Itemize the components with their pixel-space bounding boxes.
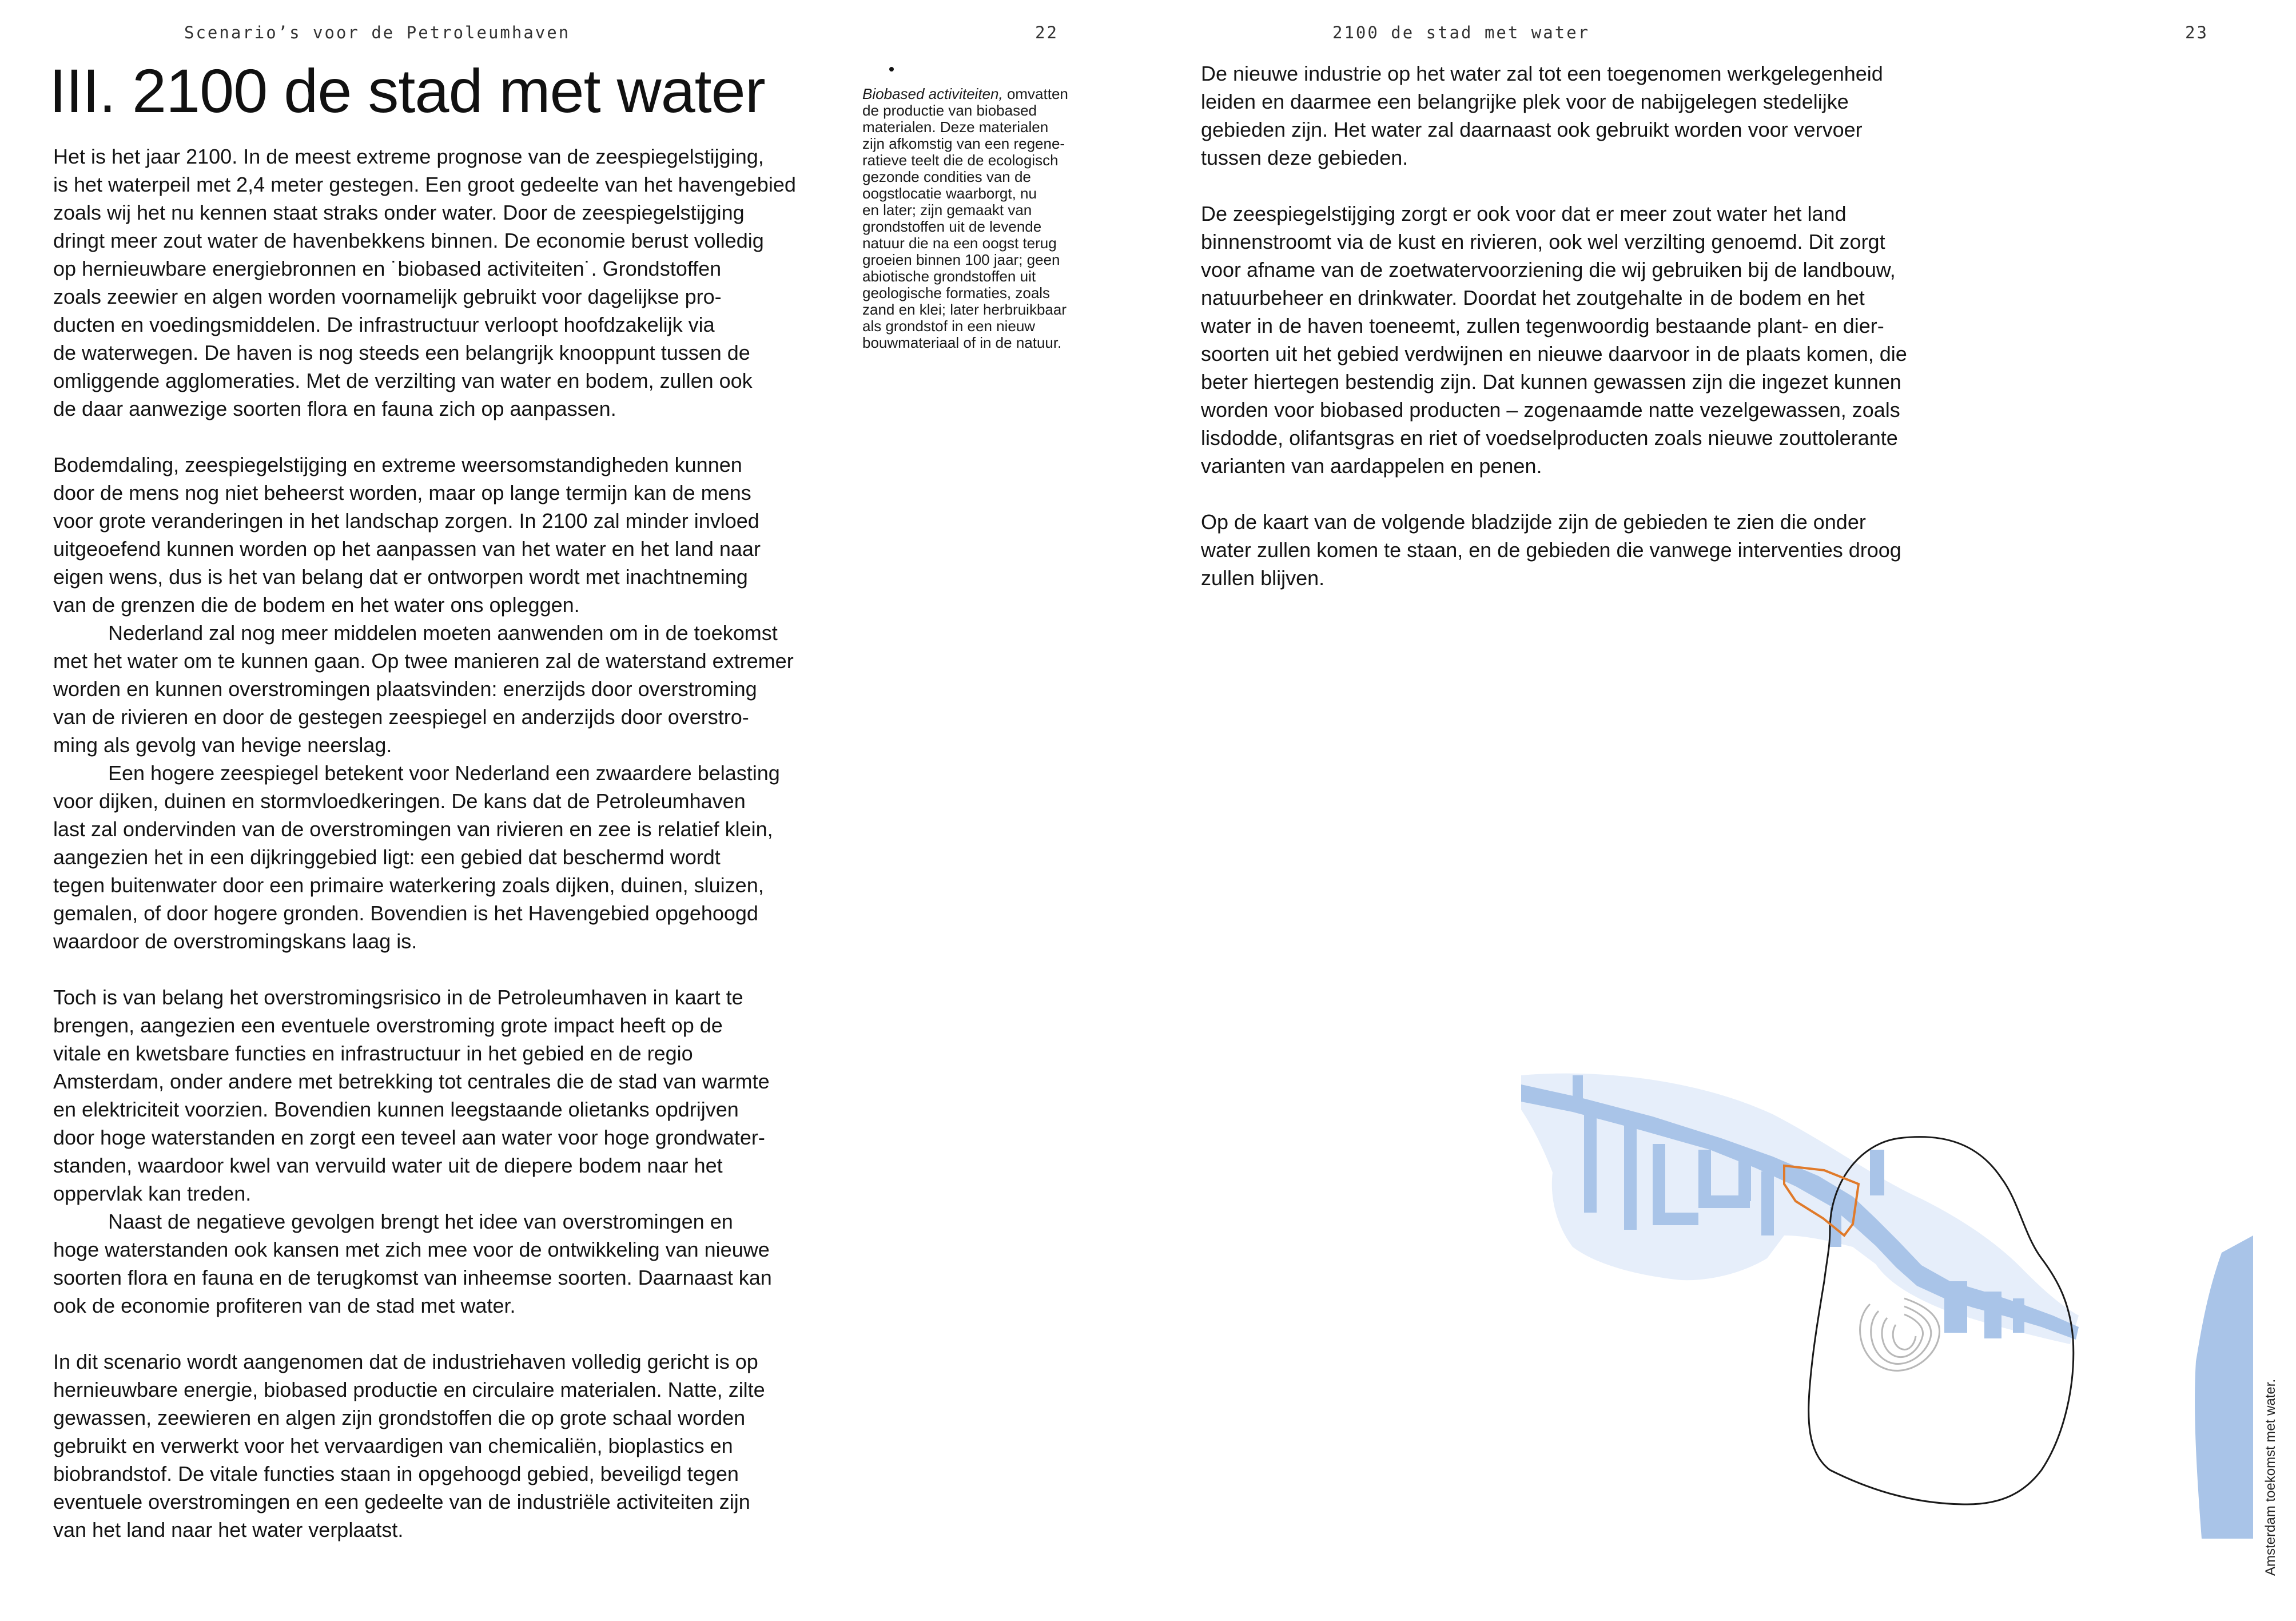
footnote-line: omvatten (1002, 85, 1068, 102)
text-line: De zeespiegelstijging zorgt er ook voor dat er meer zout water het land (1201, 202, 1847, 225)
text-line: binnenstroomt via de kust en rivieren, ook wel verzilting genoemd. Dit zorgt (1201, 230, 1885, 253)
page-number-right: 23 (2185, 23, 2209, 42)
map-graphic (1510, 1064, 2253, 1539)
text-line: gebruikt en verwerkt voor het vervaardigen van chemicaliën, bioplastics en (53, 1434, 733, 1457)
footnote-line: zand en klei; later herbruikbaar (862, 301, 1067, 318)
text-line: voor grote veranderingen in het landschap zorgen. In 2100 zal minder invloed (53, 509, 759, 533)
text-line: de daar aanwezige soorten flora en fauna zich op aanpassen. (53, 397, 616, 420)
paragraph (53, 759, 854, 955)
footnote-line: gezonde condities van de (862, 168, 1031, 185)
text-line: lisdodde, olifantsgras en riet of voedselproducten zoals nieuwe zouttolerante (1201, 426, 1898, 450)
city-center-canals (1860, 1298, 1940, 1370)
text-line: voor dijken, duinen en stormvloedkeringen. De kans dat de Petroleumhaven (53, 789, 746, 813)
right-body-text (1201, 59, 2001, 592)
text-line: uitgeoefend kunnen worden op het aanpassen van het water en het land naar (53, 537, 761, 561)
text-line: eventuele overstromingen en een gedeelte van de industriële activiteiten zijn (53, 1490, 750, 1513)
text-line: ming als gevolg van hevige neerslag. (53, 733, 392, 757)
water-basin (2013, 1298, 2024, 1333)
water-basin (1738, 1161, 1751, 1201)
map-caption: Amsterdam toekomst met water. (2263, 1378, 2278, 1576)
text-line: met het water om te kunnen gaan. Op twee manieren zal de waterstand extremer (53, 649, 794, 673)
text-line: soorten uit het gebied verdwijnen en nieuwe daarvoor in de plaats komen, die (1201, 342, 1907, 365)
text-line: worden voor biobased producten – zogenaamde natte vezelgewassen, zoals (1201, 398, 1900, 422)
text-line: zoals wij het nu kennen staat straks onder water. Door de zeespiegelstijging (53, 201, 745, 224)
text-line: In dit scenario wordt aangenomen dat de industriehaven volledig gericht is op (53, 1350, 758, 1373)
footnote-line: oogstlocatie waarborgt, nu (862, 185, 1037, 202)
text-line: standen, waardoor kwel van vervuild water uit de diepere bodem naar het (53, 1154, 723, 1177)
water-basin (1761, 1171, 1774, 1235)
text-line: gewassen, zeewieren en algen zijn grondstoffen die op grote schaal worden (53, 1406, 746, 1429)
water-basin (1984, 1292, 2001, 1338)
text-line: varianten van aardappelen en penen. (1201, 454, 1542, 478)
footnote-line: groeien binnen 100 jaar; geen (862, 251, 1060, 268)
text-line: tussen deze gebieden. (1201, 146, 1408, 169)
page-number-left: 22 (1035, 23, 1059, 42)
text-line: Nederland zal nog meer middelen moeten aanwenden om in de toekomst (108, 621, 778, 645)
text-line: gebieden zijn. Het water zal daarnaast ook gebruikt worden voor vervoer (1201, 118, 1863, 141)
text-line: waardoor de overstromingskans laag is. (53, 929, 417, 953)
text-line: Toch is van belang het overstromingsrisico in de Petroleumhaven in kaart te (53, 986, 743, 1009)
text-line: De nieuwe industrie op het water zal tot een toegenomen werkgelegenheid (1201, 62, 1883, 85)
footnote-line: natuur die na een oogst terug (862, 235, 1057, 252)
text-line: leiden en daarmee een belangrijke plek voor de nabijgelegen stedelijke (1201, 90, 1849, 113)
text-line: ducten en voedingsmiddelen. De infrastructuur verloopt hoofdzakelijk via (53, 313, 715, 336)
text-line: Amsterdam, onder andere met betrekking tot centrales die de stad van warmte (53, 1070, 770, 1093)
paragraph (53, 142, 854, 423)
text-line: gemalen, of door hogere gronden. Bovendien is het Havengebied opgehoogd (53, 901, 758, 925)
text-line: biobrandstof. De vitale functies staan in opgehoogd gebied, beveiligd tegen (53, 1462, 739, 1485)
paragraph (53, 619, 854, 759)
text-line: Naast de negatieve gevolgen brengt het idee van overstromingen en (108, 1210, 733, 1233)
paragraph (53, 983, 854, 1207)
text-line: beter hiertegen bestendig zijn. Dat kunnen gewassen zijn die ingezet kunnen (1201, 370, 1901, 394)
amsterdam-water-map (1510, 1064, 2253, 1539)
text-line: hoge waterstanden ook kansen met zich mee voor de ontwikkeling van nieuwe (53, 1238, 770, 1261)
paragraph (1201, 59, 2001, 172)
footnote-marker (889, 67, 894, 71)
text-line: ook de economie profiteren van de stad met water. (53, 1294, 516, 1317)
footnote-line: zijn afkomstig van een regene- (862, 135, 1065, 152)
text-line: op hernieuwbare energiebronnen en ˙biobased activiteiten˙. Grondstoffen (53, 257, 722, 280)
text-line: hernieuwbare energie, biobased productie en circulaire materialen. Natte, zilte (53, 1378, 765, 1401)
page-title: III. 2100 de stad met water (49, 56, 765, 125)
water-basin (1944, 1281, 1967, 1333)
text-line: water in de haven toeneemt, zullen tegenwoordig bestaande plant- en dier- (1201, 314, 1884, 337)
text-line: is het waterpeil met 2,4 meter gestegen. Een groot gedeelte van het havengebied (53, 173, 796, 196)
text-line: van de grenzen die de bodem en het water ons opleggen. (53, 593, 580, 617)
text-line: water zullen komen te staan, en de gebieden die vanwege interventies droog (1201, 538, 1901, 562)
text-line: door hoge waterstanden en zorgt een teveel aan water voor hoge grondwater- (53, 1126, 765, 1149)
text-line: Een hogere zeespiegel betekent voor Nederland een zwaardere belasting (108, 761, 780, 785)
text-line: vitale en kwetsbare functies en infrastructuur in het gebied en de regio (53, 1042, 693, 1065)
text-line: en elektriciteit voorzien. Bovendien kunnen leegstaande olietanks opdrijven (53, 1098, 739, 1121)
footnote (862, 86, 1114, 351)
text-line: van het land naar het water verplaatst. (53, 1518, 404, 1541)
text-line: Op de kaart van de volgende bladzijde zijn de gebieden te zien die onder (1201, 510, 1866, 534)
footnote-line: geologische formaties, zoals (862, 284, 1050, 301)
running-title-left: Scenario’s voor de Petroleumhaven (184, 23, 571, 42)
text-line: de waterwegen. De haven is nog steeds een belangrijk knooppunt tussen de (53, 341, 750, 364)
paragraph (1201, 508, 2001, 592)
text-line: van de rivieren en door de gestegen zeespiegel en anderzijds door overstro- (53, 705, 749, 729)
paragraph (53, 451, 854, 619)
text-line: oppervlak kan treden. (53, 1182, 252, 1205)
footnote-line: en later; zijn gemaakt van (862, 201, 1032, 218)
footnote-line: bouwmateriaal of in de natuur. (862, 334, 1062, 351)
paragraph (53, 1348, 854, 1544)
text-line: dringt meer zout water de havenbekkens binnen. De economie berust volledig (53, 229, 764, 252)
text-line: brengen, aangezien een eventuele overstroming grote impact heeft op de (53, 1014, 723, 1037)
water-coast (2195, 1235, 2253, 1539)
footnote-line: de productie van biobased (862, 102, 1037, 119)
text-line: Bodemdaling, zeespiegelstijging en extreme weersomstandigheden kunnen (53, 453, 742, 476)
text-line: zullen blijven. (1201, 566, 1325, 590)
water-basin (1573, 1075, 1583, 1107)
footnote-line: grondstoffen uit de levende (862, 218, 1042, 235)
text-line: zoals zeewier en algen worden voornamelijk gebruikt voor dagelijkse pro- (53, 285, 722, 308)
text-line: last zal ondervinden van de overstromingen van rivieren en zee is relatief klein, (53, 817, 773, 841)
footnote-line: als grondstof in een nieuw (862, 317, 1036, 335)
text-line: natuurbeheer en drinkwater. Doordat het zoutgehalte in de bodem en het (1201, 286, 1865, 309)
text-line: eigen wens, dus is het van belang dat er ontworpen wordt met inachtneming (53, 565, 748, 589)
text-line: door de mens nog niet beheerst worden, maar op lange termijn kan de mens (53, 481, 751, 504)
footnote-line: abiotische grondstoffen uit (862, 268, 1036, 285)
water-basin (1584, 1106, 1597, 1213)
footnote-line: materialen. Deze materialen (862, 118, 1049, 136)
text-line: omliggende agglomeraties. Met de verzilting van water en bodem, zullen ook (53, 369, 753, 392)
running-title-right: 2100 de stad met water (1332, 23, 1590, 42)
footnote-line: ratieve teelt die de ecologisch (862, 152, 1059, 169)
left-body-text (53, 142, 854, 1544)
text-line: worden en kunnen overstromingen plaatsvinden: enerzijds door overstroming (53, 677, 757, 701)
water-basin (1624, 1121, 1637, 1230)
water-basin (1870, 1150, 1884, 1195)
footnote-term: Biobased activiteiten, (862, 85, 1003, 102)
text-line: voor afname van de zoetwatervoorziening die wij gebruiken bij de landbouw, (1201, 258, 1896, 281)
text-line: soorten flora en fauna en de terugkomst van inheemse soorten. Daarnaast kan (53, 1266, 772, 1289)
paragraph (53, 1207, 854, 1320)
text-line: tegen buitenwater door een primaire waterkering zoals dijken, duinen, sluizen, (53, 873, 764, 897)
paragraph (1201, 200, 2001, 480)
text-line: Het is het jaar 2100. In de meest extreme prognose van de zeespiegelstijging, (53, 145, 764, 168)
text-line: aangezien het in een dijkringgebied ligt: een gebied dat beschermd wordt (53, 845, 721, 869)
